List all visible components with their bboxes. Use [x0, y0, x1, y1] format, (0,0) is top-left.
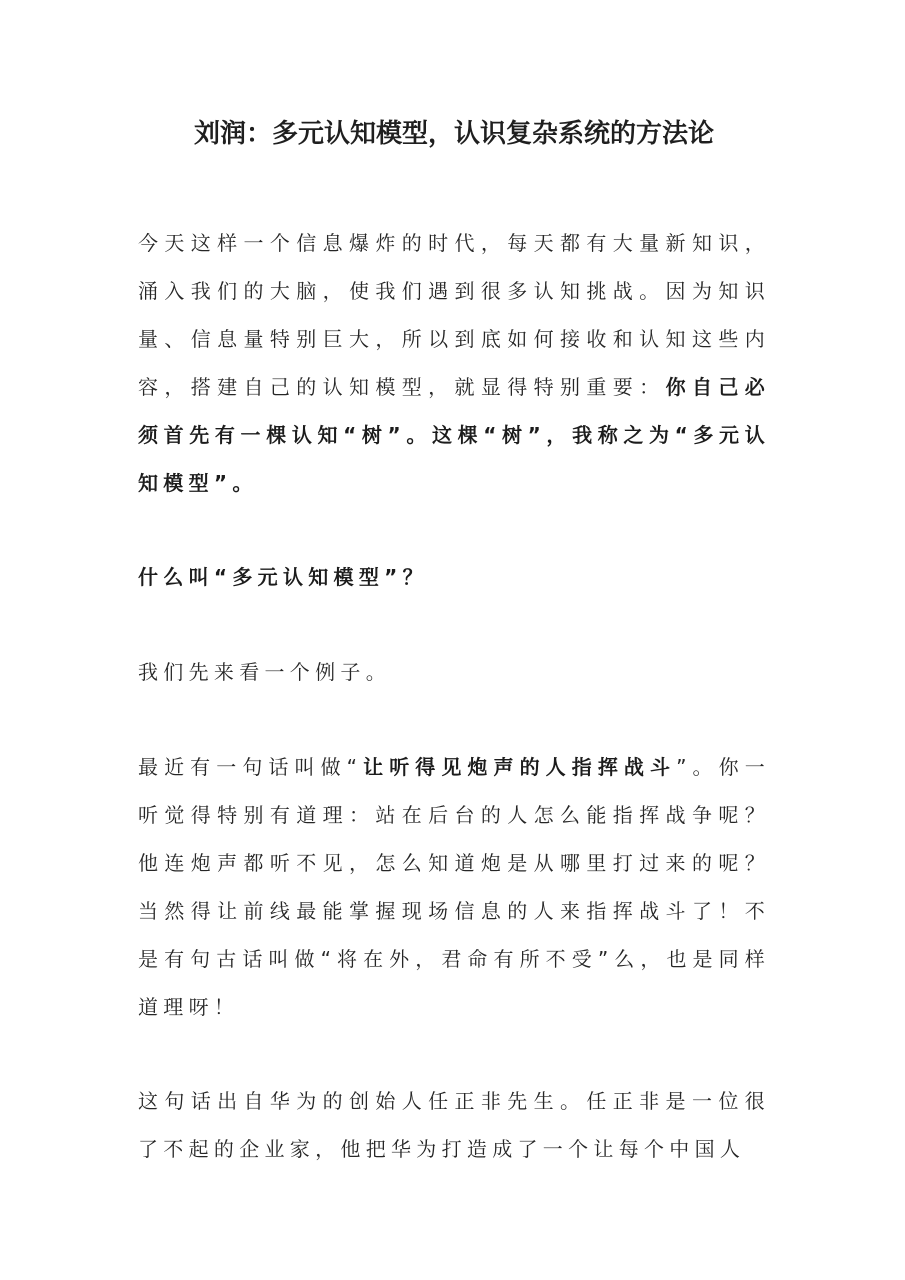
example-text-after: ”。你一听觉得特别有道理：站在后台的人怎么能指挥战争呢？他连炮声都听不见，怎么知道炮是从哪里打过来的呢？当然得让前线最能掌握现场信息的人来指挥战斗了！不是有句古话叫做“将在外，君命有所不受”么，也是同样道理呀！ [138, 755, 771, 1019]
example-intro-paragraph: 我们先来看一个例子。 [138, 660, 391, 684]
example-paragraph [138, 743, 770, 1031]
intro-bold-text: 你自己必须首先有一棵认知“树”。这棵“树”，我称之为“多元认知模型”。 [138, 375, 770, 495]
section-heading: 什么叫“多元认知模型”？ [138, 565, 428, 589]
example-bold-quote: 让听得见炮声的人指挥战斗 [362, 755, 677, 779]
intro-paragraph [138, 219, 770, 507]
intro-text: 今天这样一个信息爆炸的时代，每天都有大量新知识，涌入我们的大脑，使我们遇到很多认知挑战。因为知识量、信息量特别巨大，所以到底如何接收和认知这些内容，搭建自己的认知模型，就显得特别重要： [138, 231, 770, 399]
example-text-before: 最近有一句话叫做“ [138, 755, 363, 779]
source-paragraph: 这句话出自华为的创始人任正非先生。任正非是一位很了不起的企业家，他把华为打造成了一个让每个中国人 [138, 1089, 770, 1161]
article-title: 刘润：多元认知模型，认识复杂系统的方法论 [193, 119, 714, 149]
